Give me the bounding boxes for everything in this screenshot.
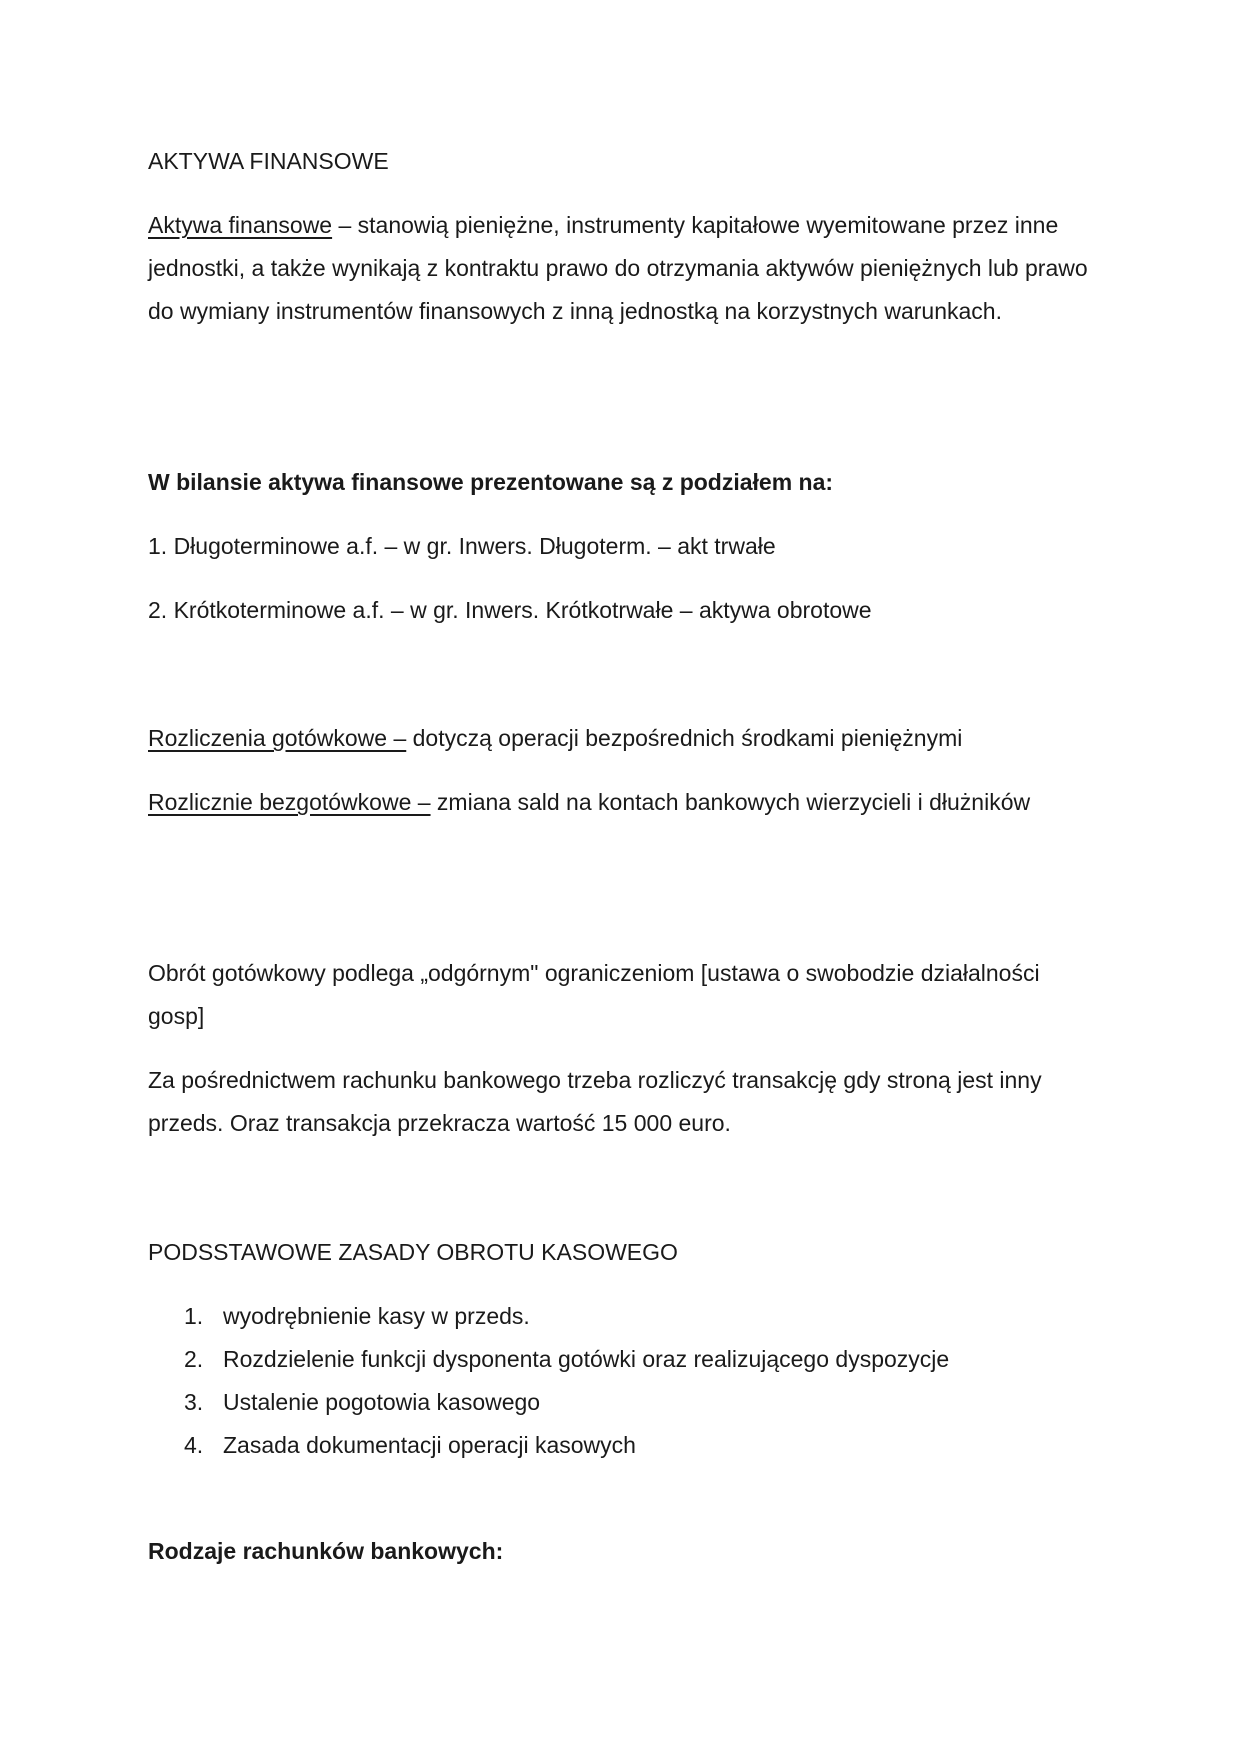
noncash-settlements-text: zmiana sald na kontach bankowych wierzycieli i dłużników <box>430 789 1031 815</box>
definition-term: Aktywa finansowe <box>148 212 333 238</box>
balance-item: 1. Długoterminowe a.f. – w gr. Inwers. Długoterm. – akt trwałe <box>148 533 776 559</box>
list-item <box>148 1381 1093 1424</box>
document-title: AKTYWA FINANSOWE <box>148 148 389 174</box>
bank-paragraph: Za pośrednictwem rachunku bankowego trzeba rozliczyć transakcję gdy stroną jest inny przeds. Oraz transakcja przekracza wartość 15 000 euro. <box>148 1067 1042 1136</box>
cash-settlements-term: Rozliczenia gotówkowe – <box>148 725 407 751</box>
definition-text: – stanowią pieniężne, instrumenty kapitałowe wyemitowane przez inne jednostki, a także wynikają z kontraktu prawo do otrzymania aktywów pieniężnych lub prawo do wymiany instrumentów finansowych z inną jednostką na korzystnych warunkach. <box>148 212 1088 324</box>
list-item-number: 2. <box>184 1346 204 1372</box>
list-item-text: Rozdzielenie funkcji dysponenta gotówki oraz realizującego dyspozycje <box>223 1346 950 1372</box>
accounts-heading: Rodzaje rachunków bankowych: <box>148 1538 504 1564</box>
balance-item: 2. Krótkoterminowe a.f. – w gr. Inwers. Krótkotrwałe – aktywa obrotowe <box>148 597 872 623</box>
cash-settlements-paragraph <box>148 717 1093 760</box>
list-item <box>148 1338 1093 1381</box>
list-item-number: 3. <box>184 1389 204 1415</box>
list-item-number: 4. <box>184 1432 204 1458</box>
cash-settlements-text: dotyczą operacji bezpośrednich środkami pieniężnymi <box>406 725 963 751</box>
noncash-settlements-term: Rozlicznie bezgotówkowe – <box>148 789 431 815</box>
rules-heading: PODSSTAWOWE ZASADY OBROTU KASOWEGO <box>148 1239 678 1265</box>
turnover-paragraph: Obrót gotówkowy podlega „odgórnym" ograniczeniom [ustawa o swobodzie działalności gosp] <box>148 960 1040 1029</box>
definition-paragraph <box>148 204 1093 333</box>
list-item-number: 1. <box>184 1303 204 1329</box>
noncash-settlements-paragraph <box>148 781 1093 824</box>
list-item-text: wyodrębnienie kasy w przeds. <box>223 1303 530 1329</box>
list-item <box>148 1295 1093 1338</box>
list-item <box>148 1424 1093 1467</box>
rules-list <box>148 1295 1093 1467</box>
list-item-text: Ustalenie pogotowia kasowego <box>223 1389 541 1415</box>
list-item-text: Zasada dokumentacji operacji kasowych <box>223 1432 636 1458</box>
balance-heading: W bilansie aktywa finansowe prezentowane są z podziałem na: <box>148 469 834 495</box>
